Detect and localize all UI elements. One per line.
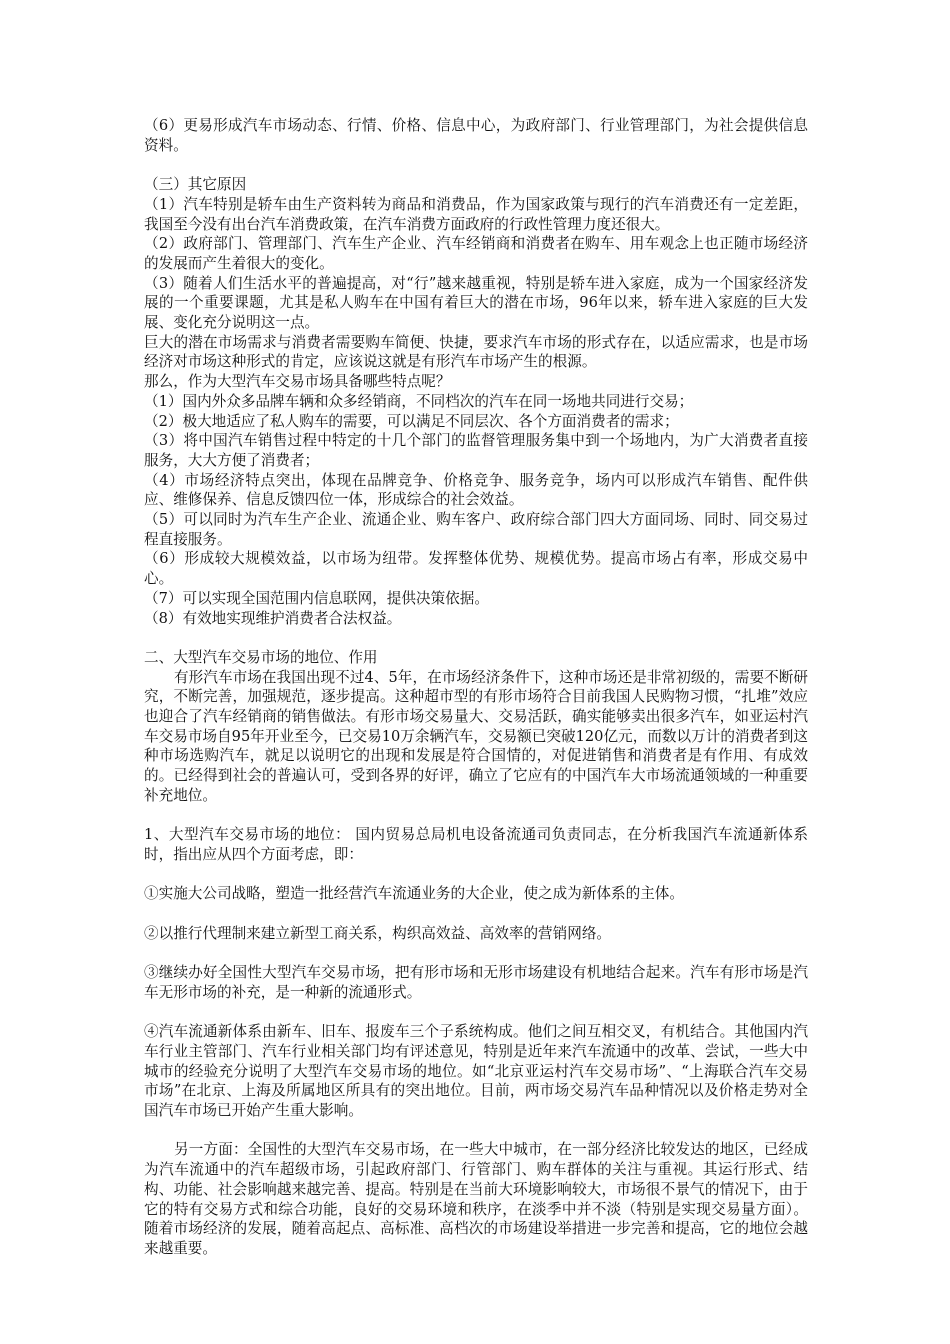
paragraph: （6）形成较大规模效益，以市场为纽带。发挥整体优势、规模优势。提高市场占有率，形成交易中心。: [144, 550, 808, 588]
paragraph: （三）其它原因: [144, 176, 247, 194]
paragraph: 二、大型汽车交易市场的地位、作用: [144, 648, 378, 666]
paragraph: （6）更易形成汽车市场动态、行情、价格、信息中心，为政府部门、行业管理部门，为社会提供信息资料。: [144, 117, 808, 154]
document-body: [144, 116, 808, 1259]
paragraph: （5）可以同时为汽车生产企业、流通企业、购车客户、政府综合部门四大方面同场、同时、同交易过程直接服务。: [144, 511, 808, 548]
paragraph-spacer: [144, 1121, 808, 1141]
paragraph-spacer: [144, 628, 808, 648]
paragraph-spacer: [144, 865, 808, 885]
paragraph: ②以推行代理制来建立新型工商关系，构织高效益、高效率的营销网络。: [144, 924, 612, 942]
paragraph-spacer: [144, 155, 808, 175]
paragraph: （2）极大地适应了私人购车的需要，可以满足不同层次、各个方面消费者的需求；: [144, 412, 679, 430]
paragraph: （1）国内外众多品牌车辆和众多经销商，不同档次的汽车在同一场地共同进行交易；: [144, 392, 694, 410]
paragraph: （8）有效地实现维护消费者合法权益。: [144, 609, 402, 627]
paragraph: 有形汽车市场在我国出现不过4、5年，在市场经济条件下，这种市场还是非常初级的，需要不断研究，不断完善，加强规范，逐步提高。这种超市型的有形市场符合目前我国人民购物习惯，“扎堆”效应也迎合了汽车经销商的销售做法。有形市场交易量大、交易活跃，确实能够卖出很多汽车，如亚运村汽车交易市场自95年开业至今，已交易10万余辆汽车，交易额已突破120亿元，而数以万计的消费者到这种市场选购汽车，就足以说明它的出现和发展是符合国情的，对促进销售和消费者是有作用、有成效的。已经得到社会的普遍认可，受到各界的好评，确立了它应有的中国汽车大市场流通领域的一种重要补充地位。: [144, 668, 808, 804]
paragraph-spacer: [144, 904, 808, 924]
paragraph: 另一方面：全国性的大型汽车交易市场，在一些大中城市，在一部分经济比较发达的地区，已经成为汽车流通中的汽车超级市场，引起政府部门、行管部门、购车群体的关注与重视。其运行形式、结构、功能、社会影响越来越完善、提高。特别是在当前大环境影响较大，市场很不景气的情况下，由于它的特有交易方式和综合功能，良好的交易环境和秩序，在淡季中并不淡（特别是实现交易量方面）。随着市场经济的发展，随着高起点、高标准、高档次的市场建设举措进一步完善和提高，它的地位会越来越重要。: [144, 1141, 808, 1257]
paragraph: 1、大型汽车交易市场的地位： 国内贸易总局机电设备流通司负责同志，在分析我国汽车流通新体系时，指出应从四个方面考虑，即：: [144, 826, 808, 863]
paragraph: ③继续办好全国性大型汽车交易市场，把有形市场和无形市场建设有机地结合起来。汽车有形市场是汽车无形市场的补充，是一种新的流通形式。: [144, 964, 808, 1001]
paragraph: （3）随着人们生活水平的普遍提高，对“行”越来越重视，特别是轿车进入家庭，成为一个国家经济发展的一个重要课题，尤其是私人购车在中国有着巨大的潜在市场，96年以来，轿车进入家庭的巨大发展、变化充分说明这一点。: [144, 274, 808, 332]
paragraph: 巨大的潜在市场需求与消费者需要购车简便、快捷，要求汽车市场的形式存在，以适应需求，也是市场经济对市场这种形式的肯定，应该说这就是有形汽车市场产生的根源。: [144, 333, 808, 371]
paragraph-spacer: [144, 806, 808, 826]
paragraph-spacer: [144, 943, 808, 963]
paragraph: （3）将中国汽车销售过程中特定的十几个部门的监督管理服务集中到一个场地内，为广大消费者直接服务，大大方便了消费者；: [144, 432, 808, 469]
paragraph: （2）政府部门、管理部门、汽车生产企业、汽车经销商和消费者在购车、用车观念上也正随市场经济的发展而产生着很大的变化。: [144, 235, 808, 272]
paragraph: （4）市场经济特点突出，体现在品牌竞争、价格竞争、服务竞争，场内可以形成汽车销售、配件供应、维修保养、信息反馈四位一体，形成综合的社会效益。: [144, 471, 808, 509]
paragraph: （1）汽车特别是轿车由生产资料转为商品和消费品，作为国家政策与现行的汽车消费还有一定差距，我国至今没有出台汽车消费政策，在汽车消费方面政府的行政性管理力度还很大。: [144, 195, 808, 233]
paragraph: （7）可以实现全国范围内信息联网，提供决策依据。: [144, 589, 489, 607]
paragraph-spacer: [144, 1003, 808, 1023]
paragraph: ④汽车流通新体系由新车、旧车、报废车三个子系统构成。他们之间互相交叉，有机结合。其他国内汽车行业主管部门、汽车行业相关部门均有评述意见，特别是近年来汽车流通中的改革、尝试，一些大中城市的经验充分说明了大型汽车交易市场的地位。如“北京亚运村汽车交易市场”、“上海联合汽车交易市场”在北京、上海及所属地区所具有的突出地位。目前，两市场交易汽车品种情况以及价格走势对全国汽车市场已开始产生重大影响。: [144, 1023, 808, 1120]
paragraph: 那么，作为大型汽车交易市场具备哪些特点呢？: [144, 373, 451, 391]
paragraph: ①实施大公司战略，塑造一批经营汽车流通业务的大企业，使之成为新体系的主体。: [144, 885, 684, 903]
